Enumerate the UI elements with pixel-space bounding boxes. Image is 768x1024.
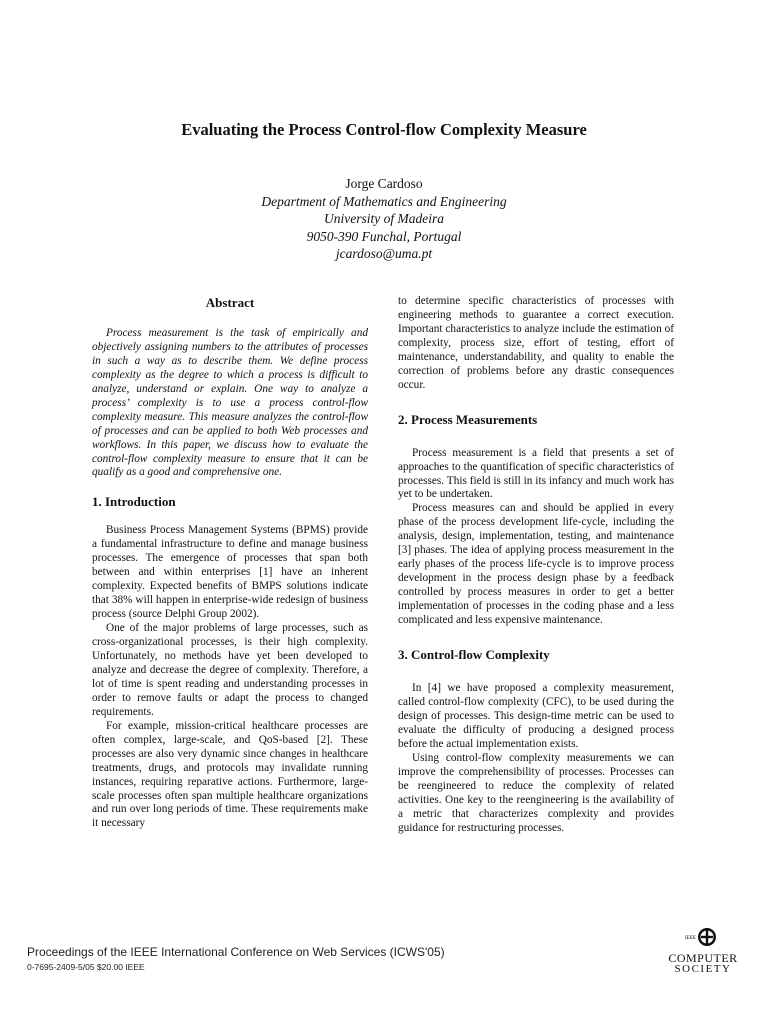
proceedings-line: Proceedings of the IEEE International Conference on Web Services (ICWS'05) [27, 945, 445, 959]
introduction-heading: 1. Introduction [92, 494, 176, 510]
control-flow-heading: 3. Control-flow Complexity [398, 647, 550, 663]
right-column [398, 295, 674, 835]
process-measurements-heading: 2. Process Measurements [398, 411, 538, 427]
measurements-paragraph-1: Process measurement is a field that presents a set of approaches to the quantification of specific characteristics of processes. This field is still in its infancy and much work has yet to be undertaken. [398, 446, 674, 501]
author-block [0, 175, 768, 263]
left-column [92, 296, 368, 831]
logo-line-society: SOCIETY [674, 963, 732, 975]
abstract-body: Process measurement is the task of empirically and objectively assigning numbers to the attributes of processes in such a way as to describe them. We define process complexity as the degree to which a process is difficult to analyze, understand or explain. One way to analyze a process’ complexity is to use a process control-flow complexity measure. This measure analyzes the control-flow of processes and can be applied to both Web processes and workflows. In this paper, we discuss how to evaluate the control-flow complexity measure to ensure that it can be qualify as a good and comprehensive one. [92, 326, 368, 479]
logo-small-text: IEEE [685, 936, 696, 941]
intro-paragraph-3-continued: to determine specific characteristics of processes with engineering methods to guarantee a correct execution. Important characteristics to analyze include the estimation of complexity, process size, effort of testing, effort of maintenance, understandability, and quality to enable the correction of problems before any drastic consequences occur. [398, 295, 674, 391]
logo-line-computer: COMPUTER [668, 951, 738, 965]
computer-society-logo [660, 925, 746, 977]
ieee-emblem-icon [683, 925, 723, 951]
control-flow-paragraph-1: In [4] we have proposed a complexity measurement, called control-flow complexity (CFC), to be used during the design of processes. This design-time metric can be used to evaluate the difficulty of producing a designed process before the actual implementation exists. [398, 681, 674, 750]
author-university: University of Madeira [324, 211, 444, 226]
isbn-line: 0-7695-2409-5/05 $20.00 IEEE [27, 962, 145, 972]
intro-paragraph-3: For example, mission-critical healthcare processes are often complex, large-scale, and QoS-based [2]. These processes are also very dynamic since changes in healthcare treatments, drugs, and protocols may invalidate running instances, requiring reparative actions. Furthermore, large-scale processes often span multiple healthcare organizations and run over long periods of time. These requirements make it necessary [92, 719, 368, 830]
intro-paragraph-1: Business Process Management Systems (BPMS) provide a fundamental infrastructure to define and manage business processes. The emergence of processes that span both between and within enterprises [1] have an inherent complexity. Expected benefits of BMPS solutions indicate that 38% will happen in enterprise-wide redesign of business process (source Delphi Group 2002). [92, 524, 368, 621]
author-name: Jorge Cardoso [345, 176, 423, 191]
measurements-paragraph-2: Process measures can and should be applied in every phase of the process development life-cycle, including the analysis, design, implementation, testing, and maintenance [3] phases. The idea of applying process measurement in the early phases of the process life-cycle is to improve process development in the process design phase by a feedback controlled by process measures in order to get a better implementation of processes in the coding phase and a less complicated and less expensive maintenance. [398, 502, 674, 627]
paper-title: Evaluating the Process Control-flow Complexity Measure [181, 120, 587, 139]
intro-paragraph-2: One of the major problems of large processes, such as cross-organizational processes, is their high complexity. Unfortunately, no methods have yet been developed to analyze and decrease the degree of complexity. Therefore, a lot of time is spent reading and understanding processes in order to remove faults or adapt the process to changed requirements. [92, 622, 368, 718]
control-flow-paragraph-2: Using control-flow complexity measurements we can improve the comprehensibility of processes. Processes can be reengineered to reduce the complexity of related activities. One key to the reengineering is the availability of a metric that characterizes complexity and provides guidance for restructuring processes. [398, 751, 674, 834]
abstract-heading: Abstract [205, 295, 255, 310]
author-email: jcardoso@uma.pt [335, 246, 433, 261]
author-address: 9050-390 Funchal, Portugal [306, 228, 462, 244]
author-department: Department of Mathematics and Engineering [261, 193, 507, 209]
